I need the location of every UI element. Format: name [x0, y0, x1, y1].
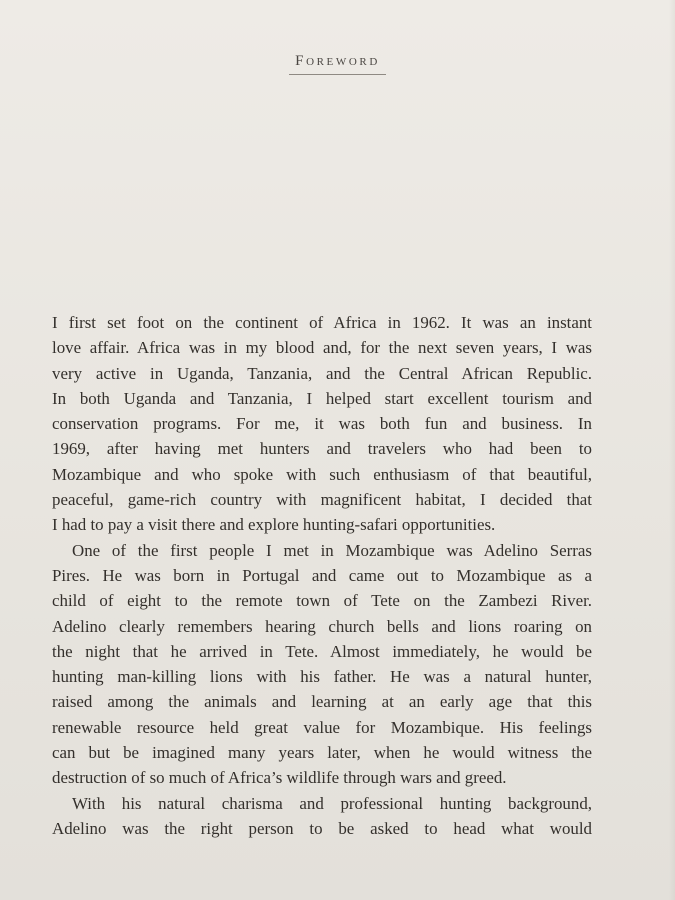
text-line: Pires. He was born in Portugal and came out to Mozambique as a: [52, 565, 592, 585]
page-edge-shadow: [669, 0, 675, 900]
text-line: 1969, after having met hunters and travelers who had been to: [52, 439, 592, 459]
text-line: Mozambique and who spoke with such enthusiasm of that beautiful,: [52, 464, 592, 484]
text-line: raised among the animals and learning at an early age that this: [52, 692, 592, 712]
text-line: renewable resource held great value for Mozambique. His feelings: [52, 717, 592, 737]
text-line: Adelino clearly remembers hearing church bells and lions roaring on: [52, 616, 592, 636]
paragraph-3: [52, 791, 592, 842]
text-line: One of the first people I met in Mozambique was Adelino Serras: [72, 540, 592, 560]
text-line: destruction of so much of Africa’s wildlife through wars and greed.: [52, 768, 507, 788]
text-line: can but be imagined many years later, when he would witness the: [52, 743, 592, 763]
text-line: I had to pay a visit there and explore hunting-safari opportunities.: [52, 515, 496, 535]
text-line: With his natural charisma and professional hunting background,: [72, 793, 592, 813]
chapter-heading: Foreword: [289, 53, 386, 75]
text-line: love affair. Africa was in my blood and, for the next seven years, I was: [52, 338, 592, 358]
text-line: In both Uganda and Tanzania, I helped start excellent tourism and: [52, 388, 592, 408]
text-line: peaceful, game-rich country with magnificent habitat, I decided that: [52, 490, 592, 510]
text-line: child of eight to the remote town of Tete on the Zambezi River.: [52, 591, 592, 611]
text-line: I first set foot on the continent of Africa in 1962. It was an instant: [52, 313, 592, 332]
paragraph-1: [52, 310, 592, 538]
text-line: hunting man-killing lions with his father. He was a natural hunter,: [52, 667, 592, 687]
text-line: Adelino was the right person to be asked to head what would: [52, 818, 592, 838]
text-line: conservation programs. For me, it was both fun and business. In: [52, 414, 592, 434]
chapter-heading-block: [0, 50, 675, 75]
text-line: very active in Uganda, Tanzania, and the Central African Republic.: [52, 363, 592, 383]
text-line: the night that he arrived in Tete. Almost immediately, he would be: [52, 641, 592, 661]
paragraph-2: [52, 538, 592, 791]
body-text: [52, 310, 592, 841]
